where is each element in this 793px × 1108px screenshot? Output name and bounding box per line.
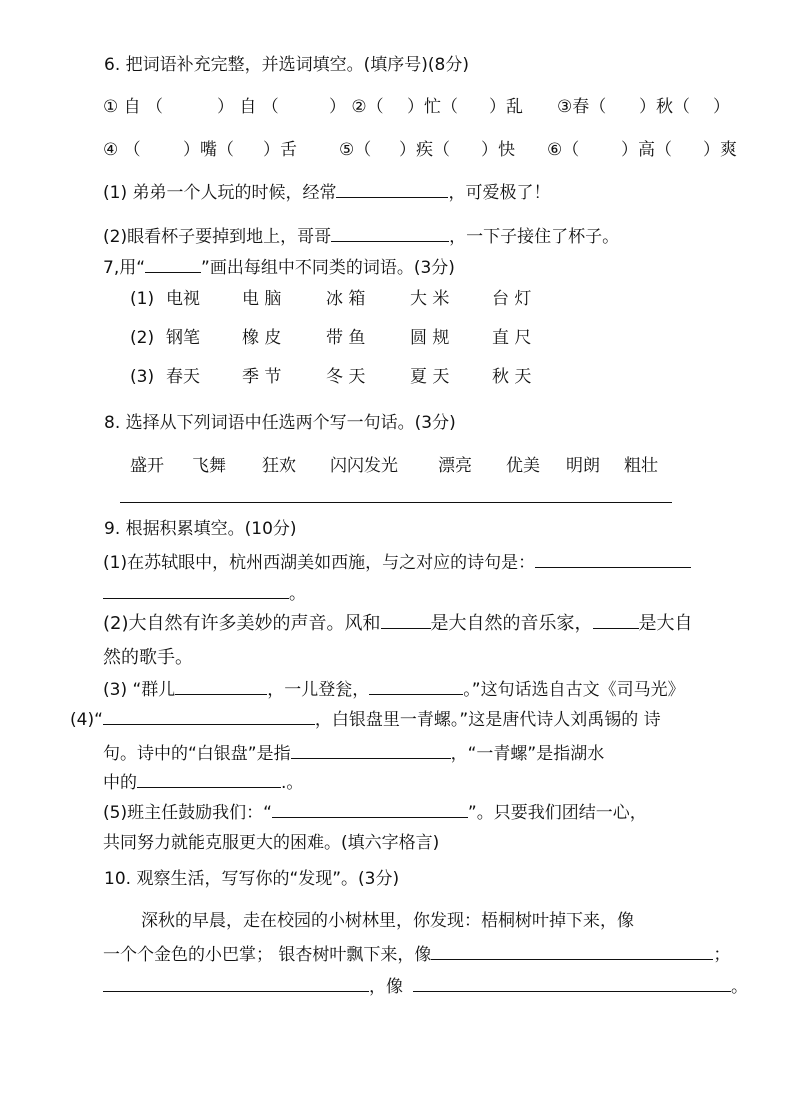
idiom-4-part: ④ （	[103, 140, 141, 160]
word-option[interactable]: 带 鱼	[326, 328, 366, 348]
word-option[interactable]: 大 米	[410, 289, 450, 309]
word-option[interactable]: 电视	[166, 289, 200, 309]
word-bank-item: 闪闪发光	[330, 456, 398, 476]
q9-item-4-blank-1[interactable]	[103, 708, 315, 725]
word-bank-item: 粗壮	[624, 456, 658, 476]
q9-item-1-blank[interactable]	[535, 551, 691, 568]
q9-item-1-blank-2[interactable]	[103, 582, 289, 599]
q7-title-start: 7,用“	[103, 258, 146, 278]
q10-paragraph-line-1: 深秋的早晨，走在校园的小树林里，你发现：梧桐树叶掉下来，像	[141, 911, 634, 931]
q10-text-end: ；	[713, 945, 731, 965]
q9-item-2-blank-2[interactable]	[593, 612, 639, 629]
q9-item-4-blank-3[interactable]	[137, 771, 281, 788]
q9-item-4-text: (4)“	[70, 710, 103, 730]
q9-item-4-text-3: ，“一青螺”是指湖水	[450, 744, 605, 764]
word-option[interactable]: 冰 箱	[326, 289, 366, 309]
word-option[interactable]: 圆 规	[410, 328, 450, 348]
idiom-2-part: ） ②（	[329, 97, 384, 117]
word-bank-item: 漂亮	[438, 456, 472, 476]
q9-item-1	[103, 551, 691, 574]
group-label: (3)	[130, 367, 155, 387]
q9-item-5-blank[interactable]	[272, 801, 468, 818]
q10-blank-3[interactable]	[413, 975, 731, 992]
idiom-3-part: ）秋（	[639, 97, 690, 117]
word-option[interactable]: 秋 天	[492, 367, 532, 387]
idiom-4-part: ）舌	[263, 140, 297, 160]
word-bank-item: 优美	[506, 456, 540, 476]
idiom-5-part: ）疾（	[399, 140, 450, 160]
idiom-6-part: ）高（	[621, 140, 672, 160]
q9-item-1-text: (1)在苏轼眼中，杭州西湖美如西施，与之对应的诗句是：	[103, 553, 536, 573]
q9-item-3-text-mid: ，一儿登瓮，	[267, 680, 370, 700]
idiom-3-part: ③春（	[557, 97, 607, 117]
idiom-6-part: ⑥（	[547, 140, 580, 160]
word-bank-item: 狂欢	[262, 456, 296, 476]
q9-title: 9. 根据积累填空。(10分)	[104, 519, 297, 539]
word-bank-item: 飞舞	[192, 456, 226, 476]
sentence-1-text: (1) 弟弟一个人玩的时候，经常	[103, 183, 337, 203]
q9-item-4-text-2: 句。诗中的“白银盘”是指	[103, 744, 291, 764]
q7-group-2	[130, 327, 580, 351]
q9-item-3-blank-2[interactable]	[369, 678, 463, 695]
q9-item-3	[103, 678, 685, 701]
q9-item-5	[103, 801, 647, 824]
q7-title-end: ”画出每组中不同类的词语。(3分)	[201, 258, 455, 278]
q7-title	[103, 256, 455, 279]
idiom-5-part: ）快	[481, 140, 515, 160]
q9-item-3-text: (3) “群儿	[103, 680, 176, 700]
q8-answer-line[interactable]	[120, 502, 672, 503]
q9-item-2-cont: 然的歌手。	[103, 647, 193, 668]
q9-item-2-text-mid: 是大自然的音乐家，	[430, 613, 593, 634]
q6-idiom-row-2	[103, 139, 763, 163]
q9-item-4-text-4: 中的	[103, 773, 137, 793]
q10-paragraph-line-3	[103, 975, 748, 998]
q9-item-2-text-end: 是大自	[638, 613, 693, 634]
q8-title: 8. 选择从下列词语中任选两个写一句话。(3分)	[104, 413, 456, 433]
idiom-1-part: ） 自 （	[217, 97, 279, 117]
idiom-4-part: ）嘴（	[183, 140, 234, 160]
sentence-2-text-end: ，一下子接住了杯子。	[449, 227, 620, 247]
q8-word-bank	[130, 455, 690, 479]
idiom-3-part: ）	[713, 97, 730, 117]
q10-blank-1[interactable]	[431, 943, 713, 960]
q9-item-4-cont	[103, 742, 604, 765]
q9-item-3-text-end: 。”这句话选自古文《司马光》	[463, 680, 685, 700]
q9-item-1-end: 。	[289, 584, 306, 604]
word-option[interactable]: 冬 天	[326, 367, 366, 387]
q9-item-4-text-5: .。	[281, 773, 304, 793]
q10-text: 一个个金色的小巴掌； 银杏树叶飘下来，像	[103, 945, 432, 965]
q9-item-2-blank-1[interactable]	[381, 612, 431, 629]
q9-item-4-cont-2	[103, 771, 303, 794]
word-option[interactable]: 直 尺	[492, 328, 532, 348]
q9-item-5-text: (5)班主任鼓励我们：“	[103, 803, 272, 823]
sentence-1-blank[interactable]	[336, 181, 448, 198]
word-option[interactable]: 橡 皮	[242, 328, 282, 348]
q7-underline-sample	[145, 256, 201, 273]
word-option[interactable]: 电 脑	[242, 289, 282, 309]
q9-item-5-text-mid: ”。只要我们团结一心，	[467, 803, 647, 823]
q7-group-3	[130, 366, 580, 390]
sentence-2-blank[interactable]	[331, 225, 449, 242]
idiom-2-part: ）乱	[489, 97, 523, 117]
q9-item-4-text-mid: ，白银盘里一青螺。”这是唐代诗人刘禹锡的 诗	[314, 710, 661, 730]
q9-item-2	[103, 612, 693, 635]
q10-text-mid: ，像	[369, 977, 403, 997]
q9-item-3-blank-1[interactable]	[175, 678, 267, 695]
word-bank-item: 明朗	[566, 456, 600, 476]
q9-item-4-blank-2[interactable]	[291, 742, 451, 759]
word-option[interactable]: 夏 天	[410, 367, 450, 387]
q10-blank-2[interactable]	[103, 975, 369, 992]
word-option[interactable]: 台 灯	[492, 289, 532, 309]
q6-sentence-2	[103, 225, 619, 248]
q9-item-4	[70, 708, 661, 731]
sentence-1-text-end: ，可爱极了！	[448, 183, 551, 203]
group-label: (2)	[130, 328, 155, 348]
word-option[interactable]: 钢笔	[166, 328, 200, 348]
q9-item-1-cont	[103, 582, 306, 605]
q10-text-last: 。	[731, 977, 748, 997]
q9-item-5-cont: 共同努力就能克服更大的困难。(填六字格言)	[103, 833, 440, 853]
idiom-5-part: ⑤（	[339, 140, 372, 160]
idiom-2-part: ）忙（	[407, 97, 458, 117]
q10-paragraph-line-2	[103, 943, 730, 966]
sentence-2-text: (2)眼看杯子要掉到地上，哥哥	[103, 227, 332, 247]
q6-sentence-1	[103, 181, 550, 204]
idiom-1-part: ① 自 （	[103, 97, 164, 117]
q7-group-1	[130, 288, 580, 312]
q6-title: 6. 把词语补充完整，并选词填空。(填序号)(8分)	[104, 55, 469, 75]
word-option[interactable]: 季 节	[242, 367, 282, 387]
q9-item-2-text: (2)大自然有许多美妙的声音。风和	[103, 613, 381, 634]
word-option[interactable]: 春天	[166, 367, 200, 387]
group-label: (1)	[130, 289, 155, 309]
idiom-6-part: ）爽	[703, 140, 737, 160]
word-bank-item: 盛开	[130, 456, 164, 476]
q6-idiom-row-1	[103, 96, 763, 120]
q10-title: 10. 观察生活，写写你的“发现”。(3分)	[104, 869, 400, 889]
